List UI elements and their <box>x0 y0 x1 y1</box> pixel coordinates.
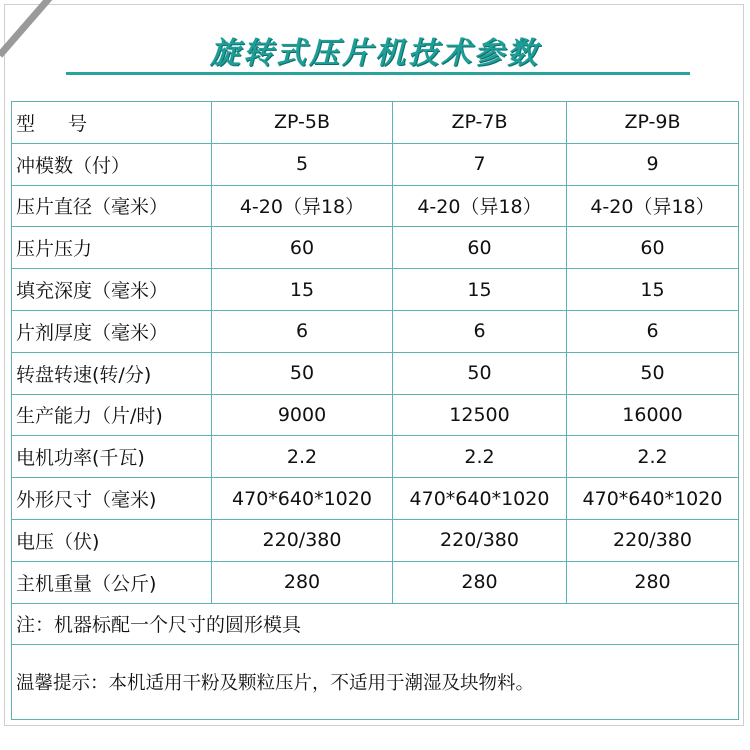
row-value: 60 <box>212 227 393 269</box>
row-value: 220/380 <box>393 519 567 561</box>
row-label: 片剂厚度（毫米） <box>12 310 212 352</box>
table-row <box>12 352 739 394</box>
table-row <box>12 394 739 436</box>
row-value: 15 <box>393 269 567 311</box>
row-label: 压片压力 <box>12 227 212 269</box>
row-value: 2.2 <box>212 436 393 478</box>
row-value: 60 <box>393 227 567 269</box>
table-row <box>12 143 739 185</box>
page-title: 旋转式压片机技术参数 <box>210 36 540 71</box>
row-value: 2.2 <box>567 436 739 478</box>
row-value: 50 <box>212 352 393 394</box>
row-value: 6 <box>212 310 393 352</box>
table-row <box>12 478 739 520</box>
row-value: 5 <box>212 143 393 185</box>
row-value: 4-20（异18） <box>212 185 393 227</box>
row-value: 470*640*1020 <box>212 478 393 520</box>
title-underline <box>66 72 690 75</box>
tip-row <box>12 645 739 720</box>
row-value: 15 <box>212 269 393 311</box>
row-value: 4-20（异18） <box>393 185 567 227</box>
spec-table <box>11 101 739 720</box>
table-row <box>12 227 739 269</box>
row-value: 12500 <box>393 394 567 436</box>
table-row <box>12 185 739 227</box>
row-value: 4-20（异18） <box>567 185 739 227</box>
model-label-char1: 型 <box>16 112 36 135</box>
row-value: 50 <box>393 352 567 394</box>
row-value: 280 <box>212 561 393 603</box>
row-label: 压片直径（毫米） <box>12 185 212 227</box>
model-label-char2: 号 <box>68 112 88 135</box>
row-value: 470*640*1020 <box>393 478 567 520</box>
row-value: 6 <box>393 310 567 352</box>
row-label: 填充深度（毫米） <box>12 269 212 311</box>
table-row <box>12 519 739 561</box>
note-row <box>12 603 739 645</box>
table-row <box>12 436 739 478</box>
row-value: 470*640*1020 <box>567 478 739 520</box>
row-label: 电压（伏) <box>12 519 212 561</box>
row-value: 9000 <box>212 394 393 436</box>
row-label: 冲模数（付） <box>12 143 212 185</box>
row-value: 280 <box>393 561 567 603</box>
row-label: 外形尺寸（毫米) <box>12 478 212 520</box>
model-name: ZP-7B <box>393 102 567 144</box>
row-value: 16000 <box>567 394 739 436</box>
table-row <box>12 561 739 603</box>
row-value: 7 <box>393 143 567 185</box>
model-label-cell <box>12 102 212 144</box>
note-text: 注：机器标配一个尺寸的圆形模具 <box>12 603 739 645</box>
table-row <box>12 269 739 311</box>
header-row <box>12 102 739 144</box>
row-value: 15 <box>567 269 739 311</box>
model-name: ZP-9B <box>567 102 739 144</box>
row-value: 9 <box>567 143 739 185</box>
row-value: 220/380 <box>567 519 739 561</box>
row-value: 2.2 <box>393 436 567 478</box>
row-value: 6 <box>567 310 739 352</box>
row-value: 50 <box>567 352 739 394</box>
model-name: ZP-5B <box>212 102 393 144</box>
row-value: 280 <box>567 561 739 603</box>
row-label: 转盘转速(转/分) <box>12 352 212 394</box>
tip-text: 温馨提示：本机适用干粉及颗粒压片，不适用于潮湿及块物料。 <box>12 645 739 720</box>
row-label: 生产能力（片/时) <box>12 394 212 436</box>
row-value: 60 <box>567 227 739 269</box>
table-row <box>12 310 739 352</box>
row-value: 220/380 <box>212 519 393 561</box>
row-label: 电机功率(千瓦) <box>12 436 212 478</box>
row-label: 主机重量（公斤) <box>12 561 212 603</box>
